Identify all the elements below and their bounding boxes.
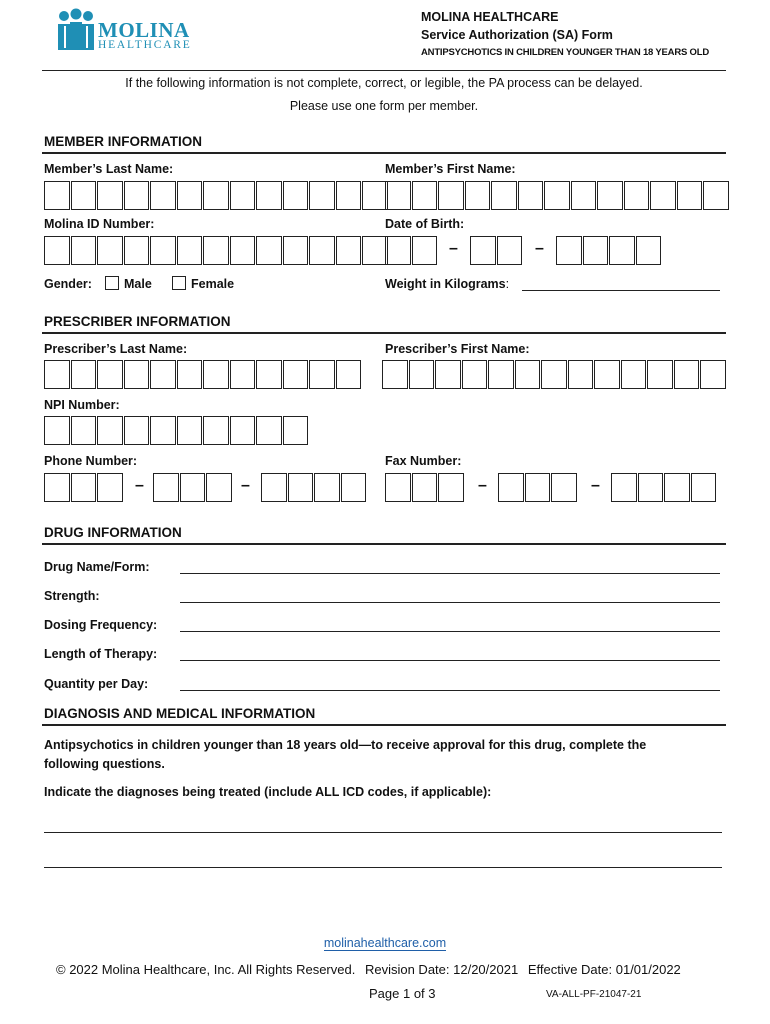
char-box[interactable] (97, 360, 123, 389)
char-box[interactable] (206, 473, 232, 502)
char-box[interactable] (44, 236, 70, 265)
revision-date: Revision Date: 12/20/2021 (364, 962, 519, 977)
prescriber-first-name-label: Prescriber’s First Name: (385, 342, 530, 356)
notice-line-1: If the following information is not complete, correct, or legible, the PA process can be delayed. (125, 76, 643, 90)
char-box[interactable] (336, 360, 362, 389)
char-box[interactable] (611, 473, 637, 502)
char-box[interactable] (551, 473, 577, 502)
fax-line-boxes[interactable] (611, 473, 717, 502)
char-box[interactable] (283, 416, 309, 445)
char-box[interactable] (362, 236, 388, 265)
section-divider (42, 152, 726, 154)
website-link[interactable]: molinahealthcare.com (323, 936, 447, 950)
section-title-prescriber: PRESCRIBER INFORMATION (44, 314, 231, 329)
char-box[interactable] (71, 236, 97, 265)
char-box[interactable] (71, 181, 97, 210)
char-box[interactable] (385, 236, 411, 265)
phone-prefix-boxes[interactable] (153, 473, 233, 502)
char-box[interactable] (341, 473, 367, 502)
char-box[interactable] (180, 473, 206, 502)
dob-dash-1: – (449, 240, 458, 257)
char-box[interactable] (518, 181, 544, 210)
char-box[interactable] (491, 181, 517, 210)
char-box[interactable] (177, 181, 203, 210)
footer-meta (56, 962, 681, 977)
char-box[interactable] (638, 473, 664, 502)
drug-name-label: Drug Name/Form: (44, 560, 150, 574)
weight-label (385, 277, 509, 291)
char-box[interactable] (515, 360, 541, 389)
char-box[interactable] (150, 416, 176, 445)
char-box[interactable] (230, 360, 256, 389)
char-box[interactable] (153, 473, 179, 502)
char-box[interactable] (462, 360, 488, 389)
char-box[interactable] (97, 236, 123, 265)
char-box[interactable] (283, 360, 309, 389)
char-box[interactable] (203, 181, 229, 210)
strength-line[interactable] (180, 602, 720, 603)
member-last-name-boxes[interactable] (44, 181, 389, 210)
char-box[interactable] (230, 181, 256, 210)
char-box[interactable] (336, 236, 362, 265)
quantity-label: Quantity per Day: (44, 677, 149, 691)
prescriber-first-name-boxes[interactable] (382, 360, 727, 389)
char-box[interactable] (703, 181, 729, 210)
char-box[interactable] (203, 236, 229, 265)
prescriber-last-name-boxes[interactable] (44, 360, 362, 389)
char-box[interactable] (544, 181, 570, 210)
char-box[interactable] (438, 473, 464, 502)
phone-line-boxes[interactable] (261, 473, 367, 502)
fax-label: Fax Number: (385, 454, 462, 468)
female-checkbox[interactable] (172, 276, 186, 290)
fax-dash-1: – (478, 477, 487, 494)
diagnosis-intro-line-1: Antipsychotics in children younger than 18 years old—to receive approval for this drug, complete the (44, 738, 647, 752)
char-box[interactable] (597, 181, 623, 210)
char-box[interactable] (465, 181, 491, 210)
diagnosis-question: Indicate the diagnoses being treated (include ALL ICD codes, if applicable): (44, 785, 492, 799)
char-box[interactable] (488, 360, 514, 389)
male-label: Male (124, 277, 152, 291)
char-box[interactable] (583, 236, 609, 265)
form-code: VA-ALL-PF-21047-21 (546, 989, 642, 1000)
npi-label: NPI Number: (44, 398, 120, 412)
dob-dash-2: – (535, 240, 544, 257)
prescriber-last-name-label: Prescriber’s Last Name: (44, 342, 188, 356)
dob-label: Date of Birth: (385, 217, 465, 231)
quantity-line[interactable] (180, 690, 720, 691)
char-box[interactable] (438, 181, 464, 210)
char-box[interactable] (700, 360, 726, 389)
section-divider (42, 724, 726, 726)
char-box[interactable] (71, 360, 97, 389)
section-divider (42, 543, 726, 545)
char-box[interactable] (230, 236, 256, 265)
diagnosis-intro-line-2: following questions. (44, 757, 165, 771)
section-title-member: MEMBER INFORMATION (44, 134, 202, 149)
char-box[interactable] (497, 236, 523, 265)
strength-label: Strength: (44, 589, 100, 603)
char-box[interactable] (124, 181, 150, 210)
section-divider (42, 332, 726, 334)
char-box[interactable] (385, 181, 411, 210)
char-box[interactable] (203, 360, 229, 389)
phone-dash-2: – (241, 477, 250, 494)
char-box[interactable] (256, 416, 282, 445)
notice-line-2: Please use one form per member. (289, 99, 479, 113)
dob-day-boxes[interactable] (470, 236, 523, 265)
char-box[interactable] (409, 360, 435, 389)
logo-text-top: MOLINA (98, 18, 190, 42)
char-box[interactable] (256, 181, 282, 210)
char-box[interactable] (541, 360, 567, 389)
phone-dash-1: – (135, 477, 144, 494)
logo-text-bottom: HEALTHCARE (98, 39, 192, 51)
char-box[interactable] (177, 360, 203, 389)
fax-area-boxes[interactable] (385, 473, 465, 502)
diagnosis-answer-line-2[interactable] (44, 867, 722, 868)
char-box[interactable] (412, 473, 438, 502)
member-first-name-boxes[interactable] (385, 181, 730, 210)
char-box[interactable] (256, 360, 282, 389)
char-box[interactable] (650, 181, 676, 210)
copyright-text: © 2022 Molina Healthcare, Inc. All Rights Reserved. (56, 962, 356, 977)
header-divider (42, 70, 726, 71)
fax-prefix-boxes[interactable] (498, 473, 578, 502)
section-title-diagnosis: DIAGNOSIS AND MEDICAL INFORMATION (44, 706, 316, 721)
char-box[interactable] (568, 360, 594, 389)
char-box[interactable] (124, 236, 150, 265)
char-box[interactable] (71, 473, 97, 502)
char-box[interactable] (498, 473, 524, 502)
char-box[interactable] (97, 181, 123, 210)
char-box[interactable] (177, 416, 203, 445)
char-box[interactable] (150, 181, 176, 210)
char-box[interactable] (283, 181, 309, 210)
char-box[interactable] (124, 360, 150, 389)
section-title-drug: DRUG INFORMATION (44, 525, 182, 540)
char-box[interactable] (362, 181, 388, 210)
char-box[interactable] (256, 236, 282, 265)
char-box[interactable] (44, 181, 70, 210)
char-box[interactable] (97, 416, 123, 445)
char-box[interactable] (177, 236, 203, 265)
char-box[interactable] (412, 236, 438, 265)
dosing-frequency-line[interactable] (180, 631, 720, 632)
char-box[interactable] (435, 360, 461, 389)
length-therapy-label: Length of Therapy: (44, 647, 158, 661)
char-box[interactable] (624, 181, 650, 210)
org-name: MOLINA HEALTHCARE (421, 10, 559, 24)
char-box[interactable] (44, 416, 70, 445)
weight-label-colon: : (505, 277, 510, 291)
molina-logo (56, 8, 216, 54)
dob-month-boxes[interactable] (385, 236, 438, 265)
char-box[interactable] (230, 416, 256, 445)
char-box[interactable] (647, 360, 673, 389)
char-box[interactable] (664, 473, 690, 502)
char-box[interactable] (594, 360, 620, 389)
char-box[interactable] (636, 236, 662, 265)
form-title: Service Authorization (SA) Form (421, 28, 613, 42)
molina-id-boxes[interactable] (44, 236, 389, 265)
char-box[interactable] (309, 236, 335, 265)
char-box[interactable] (44, 473, 70, 502)
char-box[interactable] (382, 360, 408, 389)
char-box[interactable] (150, 236, 176, 265)
member-last-name-label: Member’s Last Name: (44, 162, 174, 176)
fax-dash-2: – (591, 477, 600, 494)
char-box[interactable] (674, 360, 700, 389)
char-box[interactable] (288, 473, 314, 502)
char-box[interactable] (71, 416, 97, 445)
effective-date: Effective Date: 01/01/2022 (527, 962, 681, 977)
char-box[interactable] (314, 473, 340, 502)
weight-label-text: Weight in Kilograms (385, 277, 506, 291)
form-subtitle: ANTIPSYCHOTICS IN CHILDREN YOUNGER THAN 18 YEARS OLD (421, 47, 710, 58)
female-label: Female (191, 277, 235, 291)
dosing-frequency-label: Dosing Frequency: (44, 618, 158, 632)
phone-label: Phone Number: (44, 454, 138, 468)
char-box[interactable] (309, 360, 335, 389)
length-therapy-line[interactable] (180, 660, 720, 661)
char-box[interactable] (124, 416, 150, 445)
char-box[interactable] (283, 236, 309, 265)
char-box[interactable] (470, 236, 496, 265)
char-box[interactable] (150, 360, 176, 389)
npi-boxes[interactable] (44, 416, 309, 445)
char-box[interactable] (691, 473, 717, 502)
char-box[interactable] (412, 181, 438, 210)
char-box[interactable] (44, 360, 70, 389)
char-box[interactable] (97, 473, 123, 502)
weight-input-line[interactable] (522, 290, 720, 291)
char-box[interactable] (571, 181, 597, 210)
char-box[interactable] (556, 236, 582, 265)
char-box[interactable] (309, 181, 335, 210)
page-number: Page 1 of 3 (369, 986, 436, 1001)
char-box[interactable] (203, 416, 229, 445)
gender-label: Gender: (44, 277, 92, 291)
molina-people-icon (56, 8, 96, 52)
char-box[interactable] (261, 473, 287, 502)
diagnosis-answer-line-1[interactable] (44, 832, 722, 833)
male-checkbox[interactable] (105, 276, 119, 290)
char-box[interactable] (525, 473, 551, 502)
phone-area-boxes[interactable] (44, 473, 124, 502)
member-first-name-label: Member’s First Name: (385, 162, 516, 176)
drug-name-line[interactable] (180, 573, 720, 574)
char-box[interactable] (621, 360, 647, 389)
char-box[interactable] (336, 181, 362, 210)
char-box[interactable] (385, 473, 411, 502)
molina-id-label: Molina ID Number: (44, 217, 155, 231)
char-box[interactable] (609, 236, 635, 265)
dob-year-boxes[interactable] (556, 236, 662, 265)
char-box[interactable] (677, 181, 703, 210)
footer-website-wrap (0, 936, 770, 950)
